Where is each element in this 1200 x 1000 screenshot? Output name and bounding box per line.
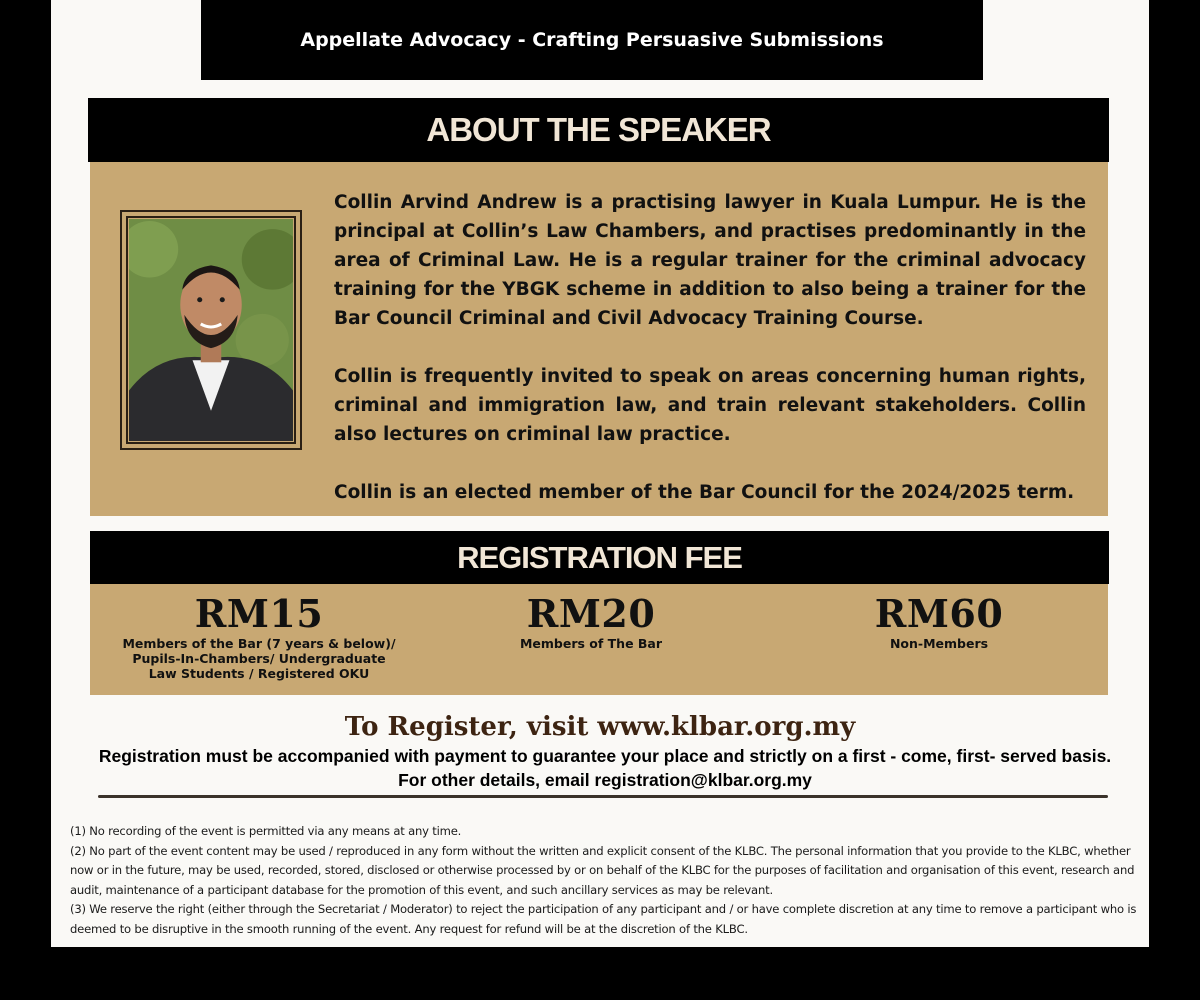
speaker-photo-border bbox=[126, 216, 296, 444]
bio-paragraph: Collin is an elected member of the Bar Council for the 2024/2025 term. bbox=[334, 482, 1075, 503]
speaker-photo-frame bbox=[120, 210, 302, 450]
terms-note: (3) We reserve the right (either through the Secretariat / Moderator) to reject the participation of any participant and / or have complete discretion at any time to remove a participant who is deemed to be disruptive in the smooth running of the event. Any request for refund will be at the discretion of the KLBC. bbox=[70, 902, 1137, 936]
fee-description-line: Law Students / Registered OKU bbox=[148, 666, 370, 681]
about-speaker-heading: ABOUT THE SPEAKER bbox=[426, 111, 771, 148]
fee-description-line: Non-Members bbox=[889, 636, 989, 651]
register-call-to-action: To Register, visit www.klbar.org.my bbox=[344, 712, 856, 742]
event-title-banner bbox=[201, 0, 983, 80]
registration-contact-email: For other details, email registration@klbar.org.my bbox=[398, 770, 812, 790]
event-title: Appellate Advocacy - Crafting Persuasive Submissions bbox=[300, 29, 884, 51]
bio-paragraph: Collin Arvind Andrew is a practising lawyer in Kuala Lumpur. He is the principal at Collin’s Law Chambers, and practises predominantly in the area of Criminal Law. He is a regular trainer for the criminal advocacy training for the YBGK scheme in addition to also being a trainer for the Bar Council Criminal and Civil Advocacy Training Course. bbox=[334, 192, 1086, 329]
bio-paragraph: Collin is frequently invited to speak on areas concerning human rights, criminal and immigration law, and train relevant stakeholders. Collin also lectures on criminal law practice. bbox=[334, 366, 1086, 445]
registration-fee-header bbox=[90, 531, 1109, 584]
terms-and-conditions bbox=[70, 822, 1138, 939]
terms-note: (1) No recording of the event is permitted via any means at any time. bbox=[70, 824, 462, 838]
about-speaker-panel bbox=[90, 162, 1108, 516]
section-divider bbox=[98, 795, 1108, 798]
fee-description-line: Members of The Bar bbox=[519, 636, 663, 651]
fee-amount: RM20 bbox=[526, 591, 656, 636]
fee-tier-rm15 bbox=[94, 592, 424, 681]
speaker-photo bbox=[129, 219, 293, 441]
fee-tier-rm60 bbox=[804, 592, 1074, 651]
speaker-bio bbox=[334, 188, 1086, 536]
speaker-portrait-illustration bbox=[129, 219, 293, 441]
registration-fee-heading: REGISTRATION FEE bbox=[457, 539, 742, 575]
fee-amount: RM15 bbox=[194, 591, 324, 636]
about-speaker-header bbox=[88, 98, 1109, 162]
fee-tier-rm20 bbox=[456, 592, 726, 651]
terms-note: (2) No part of the event content may be used / reproduced in any form without the written and explicit consent of the KLBC. The personal information that you provide to the KLBC, whether now or in the future, may be used, recorded, stored, disclosed or otherwise processed by or on behalf of the KLBC for the purposes of facilitation and organisation of this event, research and audit, maintenance of a participant database for the promotion of this event, and such ancillary services as may be relevant. bbox=[70, 843, 1135, 897]
fee-description-line: Members of the Bar (7 years & below)/ bbox=[122, 636, 396, 651]
fee-description-line: Pupils-In-Chambers/ Undergraduate bbox=[132, 651, 386, 666]
registration-payment-note: Registration must be accompanied with payment to guarantee your place and strictly on a first - come, first- served basis. bbox=[98, 746, 1112, 766]
fee-amount: RM60 bbox=[874, 591, 1004, 636]
registration-fee-panel bbox=[90, 584, 1108, 695]
